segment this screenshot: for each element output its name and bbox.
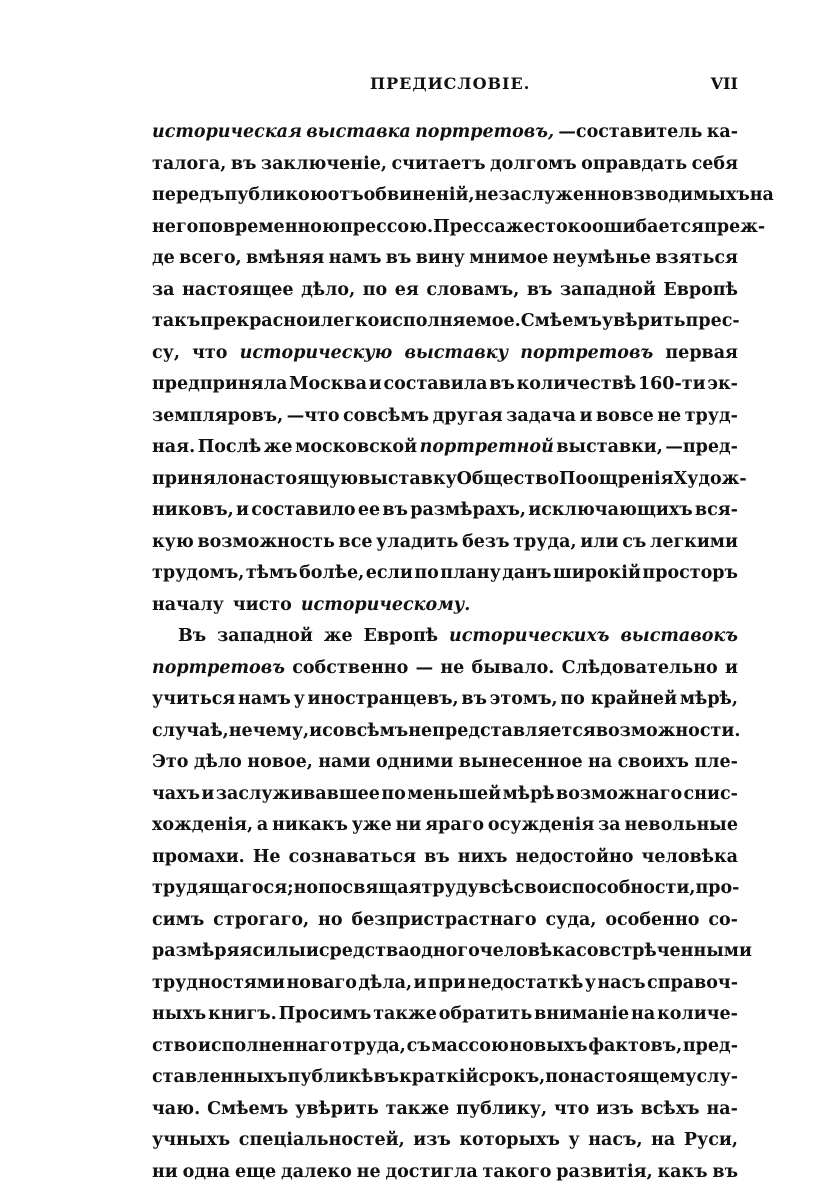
word: Москва xyxy=(289,374,367,394)
word: срокъ, xyxy=(479,1067,546,1087)
word: увѣрить xyxy=(295,1099,379,1119)
word: за xyxy=(152,280,175,300)
word: способности, xyxy=(561,878,695,898)
word: не xyxy=(357,1162,381,1182)
word: въ xyxy=(424,847,450,867)
word: портретовъ, xyxy=(415,122,554,142)
word: одного xyxy=(410,941,480,961)
word: въ xyxy=(489,374,515,394)
word: средства xyxy=(319,941,410,961)
word: западной xyxy=(217,626,313,646)
word: спеціальностей, xyxy=(239,1130,405,1150)
word: съ xyxy=(622,532,646,552)
word: сознаваться xyxy=(289,847,416,867)
word: передъ xyxy=(152,185,224,205)
word: и xyxy=(725,658,738,678)
text-line xyxy=(152,532,738,564)
word: Поощренія xyxy=(559,469,674,489)
word: Смѣемъ xyxy=(207,1099,288,1119)
word: по xyxy=(363,280,387,300)
word: строгаго, xyxy=(213,910,309,930)
word: недостойно xyxy=(516,847,634,867)
body-text xyxy=(152,122,738,1193)
word: первая xyxy=(665,343,738,363)
word: дѣло xyxy=(194,752,242,772)
word: словамъ, xyxy=(426,280,519,300)
word: повременною xyxy=(198,217,340,237)
word: всѣхъ xyxy=(641,1099,700,1119)
word: су, xyxy=(152,343,180,363)
word: не xyxy=(440,658,464,678)
word: въ xyxy=(527,280,553,300)
word: новаго xyxy=(286,973,356,993)
word: исключающихъ xyxy=(528,500,692,520)
word: намъ xyxy=(329,248,382,268)
word: оправдать xyxy=(581,154,687,174)
word: трудомъ, xyxy=(152,563,244,583)
text-line xyxy=(152,500,738,532)
word: выставка xyxy=(306,122,411,142)
word: ство xyxy=(152,1036,197,1056)
word: по xyxy=(545,1067,569,1087)
word: изъ xyxy=(596,1099,634,1119)
word: Смѣемъ xyxy=(521,311,602,331)
word: исполненнаго xyxy=(198,1036,342,1056)
word: меньшей xyxy=(407,784,501,804)
word: но xyxy=(318,910,342,930)
word: массою xyxy=(431,1036,508,1056)
word: вся- xyxy=(695,500,738,520)
word: симъ xyxy=(152,910,204,930)
text-line xyxy=(152,784,738,816)
word: настоящую xyxy=(240,469,358,489)
word: долгомъ xyxy=(490,154,577,174)
word: про- xyxy=(695,878,739,898)
text-line xyxy=(152,658,738,690)
word: на xyxy=(588,752,612,772)
text-line xyxy=(152,1130,738,1162)
text-line xyxy=(152,374,738,406)
word: на xyxy=(750,185,774,205)
word: еще xyxy=(235,1162,276,1182)
word: ни xyxy=(396,815,422,835)
word: своихъ xyxy=(618,752,689,772)
word: Европѣ xyxy=(364,626,439,646)
word: мѣрѣ xyxy=(503,784,555,804)
word: этомъ, xyxy=(490,689,558,709)
word: осужденія xyxy=(488,815,594,835)
word: труду xyxy=(422,878,479,898)
word: труда, xyxy=(342,1036,405,1056)
word: историческая xyxy=(152,122,302,142)
word: исполняемое. xyxy=(379,311,520,331)
word: если xyxy=(366,563,413,583)
word: со- xyxy=(708,910,738,930)
word: эк- xyxy=(707,374,738,394)
text-line xyxy=(152,815,738,847)
word: у xyxy=(294,689,305,709)
word: совсѣмъ xyxy=(322,721,408,741)
word: у xyxy=(585,973,596,993)
word: вовсе xyxy=(596,406,654,426)
word: промахи. xyxy=(152,847,245,867)
word: пле- xyxy=(694,752,738,772)
text-line xyxy=(152,1036,738,1068)
word: портретовъ xyxy=(520,343,653,363)
word: трудящагося; xyxy=(152,878,294,898)
word: дѣла, xyxy=(358,973,412,993)
word: Руси, xyxy=(684,1130,738,1150)
word: Худож- xyxy=(674,469,747,489)
word: и xyxy=(309,721,322,741)
word: нами xyxy=(318,752,370,772)
word: прекрасно xyxy=(200,311,308,331)
word: и xyxy=(306,941,319,961)
word: въ xyxy=(382,500,408,520)
word: такого xyxy=(483,1162,552,1182)
word: собственно xyxy=(292,658,408,678)
word: возможнаго xyxy=(556,784,682,804)
word: Общество xyxy=(457,469,559,489)
word: вину xyxy=(416,248,465,268)
text-line xyxy=(152,752,738,784)
word: учиться xyxy=(152,689,235,709)
word: чахъ xyxy=(152,784,200,804)
word: не xyxy=(408,721,432,741)
text-line xyxy=(152,469,738,501)
word: уже xyxy=(352,815,392,835)
word: всего, xyxy=(179,248,241,268)
word: задача xyxy=(506,406,576,426)
text-line xyxy=(152,185,738,217)
word: ка- xyxy=(707,122,738,142)
word: снис- xyxy=(684,784,738,804)
word: вынесенное xyxy=(459,752,583,772)
word: незаслуженно xyxy=(475,185,622,205)
word: выставокъ xyxy=(620,626,738,646)
word: безпристрастнаго xyxy=(351,910,536,930)
word: легкими xyxy=(650,532,738,552)
word: публикою xyxy=(224,185,327,205)
word: и xyxy=(579,406,592,426)
word: историческихъ xyxy=(449,626,610,646)
text-line xyxy=(152,941,738,973)
word: считаетъ xyxy=(391,154,485,174)
text-line xyxy=(152,1099,738,1131)
word: при xyxy=(428,973,466,993)
word: ставленныхъ xyxy=(152,1067,288,1087)
word: по крайней xyxy=(560,689,677,709)
word: количествѣ xyxy=(517,374,637,394)
word: плану xyxy=(440,563,501,583)
word: заслуживавшее xyxy=(216,784,380,804)
running-title: ПРЕДИСЛОВІЕ. xyxy=(370,74,530,93)
word: одна xyxy=(183,1162,230,1182)
word: никакъ xyxy=(272,815,348,835)
running-head xyxy=(152,74,738,104)
word: также xyxy=(386,1099,450,1119)
word: взводимыхъ xyxy=(621,185,749,205)
word: человѣка xyxy=(480,941,576,961)
word: ни xyxy=(152,1162,178,1182)
word: тѣмъ xyxy=(246,563,298,583)
word: въ xyxy=(386,248,412,268)
word: земпляровъ, xyxy=(152,406,283,426)
word: количе- xyxy=(657,1004,738,1024)
word: возможность xyxy=(197,532,334,552)
word: что xyxy=(554,1099,589,1119)
text-line xyxy=(152,563,738,595)
word: ныхъ xyxy=(152,1004,206,1024)
text-line xyxy=(152,311,738,343)
word: силы xyxy=(252,941,306,961)
word: въ xyxy=(461,689,487,709)
word: намъ xyxy=(238,689,291,709)
text-line xyxy=(152,280,738,312)
word: настоящему xyxy=(570,1067,697,1087)
word: на- xyxy=(706,1099,737,1119)
text-line xyxy=(152,406,738,438)
word: выставку xyxy=(358,469,457,489)
word: 160-ти xyxy=(638,374,706,394)
text-line xyxy=(152,973,738,1005)
word: все xyxy=(339,532,373,552)
word: одними xyxy=(376,752,453,772)
word: публикѣ xyxy=(288,1067,374,1087)
word: обвиненій, xyxy=(364,185,475,205)
word: же xyxy=(264,437,293,457)
word: въ xyxy=(374,1067,400,1087)
word: просторъ xyxy=(642,563,738,583)
word: безъ xyxy=(462,532,509,552)
word: историческому. xyxy=(301,595,471,615)
word: человѣка xyxy=(642,847,738,867)
word: въ xyxy=(712,1162,738,1182)
word: портретной xyxy=(420,437,554,457)
word: обратить xyxy=(439,1004,532,1024)
word: насъ xyxy=(597,973,645,993)
word: прес- xyxy=(686,311,740,331)
word: новыхъ xyxy=(510,1036,588,1056)
word: со xyxy=(576,941,598,961)
word: суда, xyxy=(545,910,596,930)
word: но xyxy=(294,878,318,898)
word: Европѣ xyxy=(663,280,738,300)
word: ная. xyxy=(152,437,195,457)
word: труд- xyxy=(685,406,738,426)
word: по xyxy=(381,784,405,804)
word: далеко xyxy=(281,1162,352,1182)
word: же xyxy=(324,626,353,646)
text-line xyxy=(152,878,738,910)
text-line xyxy=(152,847,738,879)
word: увѣрить xyxy=(602,311,686,331)
word: составила xyxy=(383,374,487,394)
word: слу- xyxy=(697,1067,738,1087)
word: нихъ xyxy=(458,847,508,867)
word: и xyxy=(236,500,249,520)
word: талога, xyxy=(152,154,226,174)
word: чисто xyxy=(233,595,292,615)
word: труда, xyxy=(513,532,576,552)
word: на xyxy=(631,1004,655,1024)
word: — xyxy=(416,658,434,678)
word: размѣрахъ, xyxy=(410,500,526,520)
text-line xyxy=(152,595,738,627)
word: нечему, xyxy=(229,721,309,741)
word: вмѣняя xyxy=(246,248,324,268)
text-line xyxy=(152,154,738,186)
word: мѣрѣ, xyxy=(680,689,738,709)
word: уладить xyxy=(376,532,458,552)
word: себя xyxy=(692,154,738,174)
word: Послѣ xyxy=(198,437,262,457)
text-line xyxy=(152,1067,738,1099)
word: бывало. xyxy=(472,658,555,678)
word: выставки, xyxy=(556,437,662,457)
word: съ xyxy=(407,1036,431,1056)
word: началу xyxy=(152,595,224,615)
text-line xyxy=(152,437,738,469)
word: невольные xyxy=(624,815,737,835)
word: данъ xyxy=(502,563,551,583)
word: хожденія, xyxy=(152,815,253,835)
word: отъ xyxy=(328,185,364,205)
word: легко xyxy=(321,311,380,331)
word: портретовъ xyxy=(152,658,285,678)
word: преж- xyxy=(704,217,765,237)
word: встрѣченными xyxy=(599,941,752,961)
text-line xyxy=(152,248,738,280)
word: у xyxy=(568,1130,579,1150)
word: Слѣдовательно xyxy=(562,658,718,678)
word: развитія, xyxy=(556,1162,652,1182)
word: составило xyxy=(251,500,355,520)
word: историческую xyxy=(240,343,393,363)
word: Это xyxy=(152,752,188,772)
word: возможности. xyxy=(596,721,741,741)
word: по xyxy=(414,563,438,583)
word: какъ xyxy=(658,1162,708,1182)
word: предприняла xyxy=(152,374,287,394)
word: особенно xyxy=(605,910,699,930)
word: приняло xyxy=(152,469,240,489)
text-line xyxy=(152,122,738,154)
word: никовъ, xyxy=(152,500,234,520)
word: недостаткѣ xyxy=(467,973,583,993)
word: фактовъ, xyxy=(588,1036,682,1056)
word: другая xyxy=(433,406,503,426)
text-line xyxy=(152,689,738,721)
word: трудностями xyxy=(152,973,285,993)
text-line xyxy=(152,721,738,753)
word: западной xyxy=(560,280,656,300)
word: или xyxy=(580,532,618,552)
word: не xyxy=(657,406,681,426)
word: яраго xyxy=(425,815,484,835)
word: краткій xyxy=(399,1067,478,1087)
text-line xyxy=(152,1004,738,1036)
word: взяться xyxy=(655,248,738,268)
word: на xyxy=(651,1130,675,1150)
word: и xyxy=(308,311,321,331)
word: насъ, xyxy=(588,1130,642,1150)
word: —пред- xyxy=(665,437,738,457)
word: случаѣ, xyxy=(152,721,229,741)
word: вниманіе xyxy=(534,1004,629,1024)
word: широкій xyxy=(553,563,641,583)
word: что xyxy=(192,343,227,363)
word: а xyxy=(257,815,268,835)
word: Пресса xyxy=(433,217,506,237)
word: де xyxy=(152,248,175,268)
word: заключеніе, xyxy=(261,154,387,174)
word: неумѣнье xyxy=(553,248,651,268)
word: ея xyxy=(395,280,419,300)
word: учныхъ xyxy=(152,1130,230,1150)
word: и xyxy=(201,784,214,804)
word: которыхъ xyxy=(459,1130,559,1150)
text-line xyxy=(152,343,738,375)
page-number: VII xyxy=(711,74,738,93)
word: мнимое xyxy=(469,248,548,268)
word: Просимъ xyxy=(279,1004,372,1024)
word: кую xyxy=(152,532,194,552)
word: чаю. xyxy=(152,1099,200,1119)
word: посвящая xyxy=(318,878,421,898)
word: изъ xyxy=(413,1130,451,1150)
word: настоящее xyxy=(182,280,293,300)
word: книгъ. xyxy=(208,1004,277,1024)
word: выставку xyxy=(404,343,508,363)
word: дѣло, xyxy=(301,280,355,300)
word: публику, xyxy=(456,1099,547,1119)
word: ошибается xyxy=(592,217,704,237)
word: за xyxy=(598,815,621,835)
word: ее xyxy=(358,500,380,520)
word: —составитель xyxy=(558,122,702,142)
word: пред- xyxy=(683,1036,738,1056)
word: и xyxy=(414,973,427,993)
text-line xyxy=(152,910,738,942)
word: справоч- xyxy=(647,973,738,993)
word: прессою. xyxy=(340,217,433,237)
word: болѣе, xyxy=(299,563,364,583)
word: всѣ xyxy=(479,878,514,898)
word: новое, xyxy=(247,752,313,772)
word: и xyxy=(369,374,382,394)
text-line xyxy=(152,626,738,658)
word: такъ xyxy=(152,311,200,331)
word: въ xyxy=(231,154,257,174)
word: жестоко xyxy=(506,217,592,237)
word: —что xyxy=(287,406,340,426)
word: совсѣмъ xyxy=(343,406,429,426)
word: иностранцевъ, xyxy=(308,689,459,709)
word: Въ xyxy=(178,626,206,646)
text-line xyxy=(152,1162,738,1193)
word: также xyxy=(373,1004,437,1024)
word: представляется xyxy=(432,721,596,741)
word: достигла xyxy=(385,1162,477,1182)
word: Не xyxy=(253,847,281,867)
word: размѣряя xyxy=(152,941,252,961)
word: него xyxy=(152,217,198,237)
word: свои xyxy=(514,878,561,898)
word: московской xyxy=(295,437,417,457)
text-line xyxy=(152,217,738,249)
